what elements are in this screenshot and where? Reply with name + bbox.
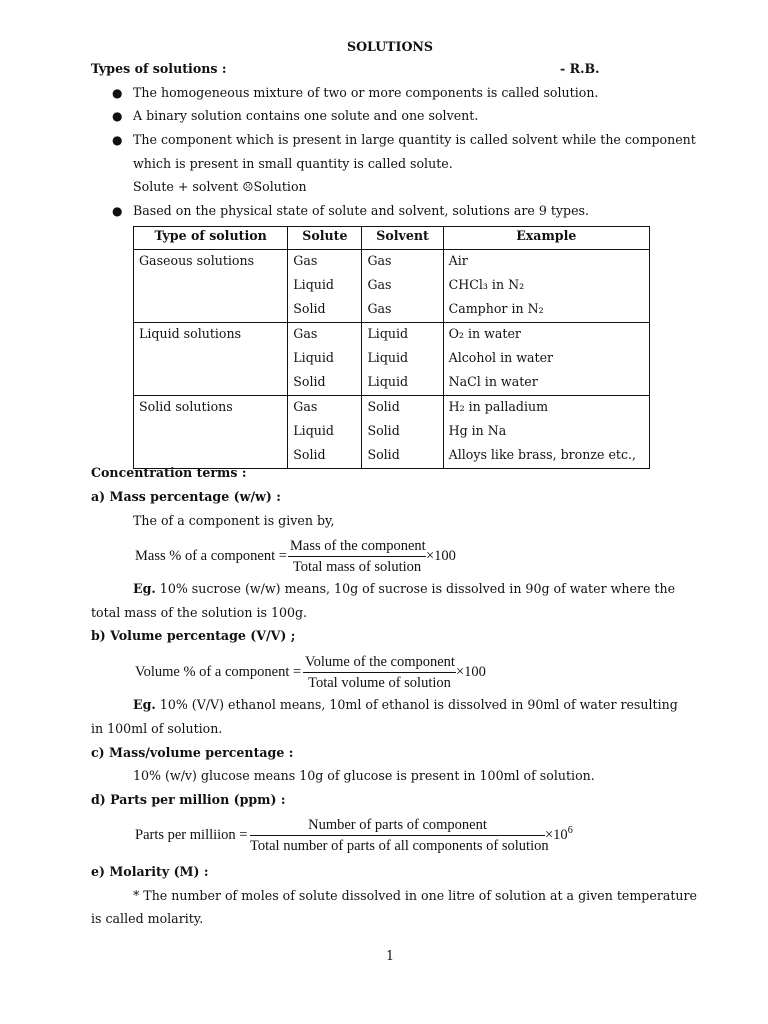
table-cell: H₂ in palladium Hg in Na Alloys like brass, bronze etc., — [443, 396, 649, 469]
bullet-icon: ● — [112, 204, 123, 218]
bullet-text: The component which is present in large quantity is called solvent while the component — [133, 132, 696, 147]
subsection-heading: d) Parts per million (ppm) : — [91, 792, 286, 807]
bullet-text-continued: which is present in small quantity is called solute. — [133, 156, 453, 171]
example-label: Eg. — [133, 581, 156, 596]
table-cell: Solid Solid Solid — [362, 396, 443, 469]
table-cell: Gas Liquid Solid — [288, 396, 362, 469]
paragraph-continued: is called molarity. — [91, 911, 204, 926]
example-line-continued: in 100ml of solution. — [91, 721, 223, 736]
formula-fraction — [288, 537, 426, 576]
fraction-denominator: Total number of parts of all components of solution — [250, 838, 549, 854]
fraction-denominator: Total volume of solution — [308, 675, 451, 691]
table-cell: Solid solutions — [134, 396, 288, 469]
fraction-numerator: Volume of the component — [303, 653, 456, 673]
section-heading: Concentration terms : — [91, 465, 247, 480]
table-cell: O₂ in water Alcohol in water NaCl in water — [443, 323, 649, 396]
table-cell: Liquid Liquid Liquid — [362, 323, 443, 396]
table-cell: Gaseous solutions — [134, 250, 288, 323]
fraction-denominator: Total mass of solution — [292, 559, 422, 575]
bullet-icon: ● — [112, 86, 123, 100]
bullet-text: Based on the physical state of solute and solvent, solutions are 9 types. — [133, 203, 590, 218]
column-header: Example — [443, 227, 649, 250]
exponent: 6 — [567, 825, 573, 837]
column-header: Type of solution — [134, 227, 288, 250]
bullet-text: A binary solution contains one solute and one solvent. — [133, 108, 479, 123]
subsection-heading: c) Mass/volume percentage : — [91, 745, 294, 760]
paragraph: * The number of moles of solute dissolved in one litre of solution at a given temperature — [133, 888, 697, 903]
column-header: Solvent — [362, 227, 443, 250]
fraction-numerator: Mass of the component — [288, 537, 426, 557]
table-row — [134, 323, 650, 396]
page-number: 1 — [386, 948, 395, 963]
formula-multiplier: ×100 — [456, 664, 486, 680]
solution-types-table — [133, 226, 650, 469]
paragraph: 10% (w/v) glucose means 10g of glucose is present in 100ml of solution. — [133, 768, 595, 783]
formula-lhs: Parts per milliion = — [135, 827, 248, 843]
example-text: 10% sucrose (w/w) means, 10g of sucrose is dissolved in 90g of water where the — [155, 581, 676, 596]
subsection-heading: a) Mass percentage (w/w) : — [91, 489, 281, 504]
column-header: Solute — [288, 227, 362, 250]
solution-equation: Solute + solvent ☹Solution — [133, 179, 307, 194]
formula-lhs: Volume % of a component = — [135, 664, 302, 680]
table-row — [134, 396, 650, 469]
table-cell: Gas Liquid Solid — [288, 250, 362, 323]
example-line-continued: total mass of the solution is 100g. — [91, 605, 308, 620]
subsection-heading: b) Volume percentage (V/V) ; — [91, 628, 296, 643]
types-heading: Types of solutions : — [91, 61, 227, 76]
paragraph: The of a component is given by, — [133, 513, 335, 528]
example-text: 10% (V/V) ethanol means, 10ml of ethanol is dissolved in 90ml of water resulting — [155, 697, 678, 712]
table-cell: Air CHCl₃ in N₂ Camphor in N₂ — [443, 250, 649, 323]
example-line — [133, 697, 678, 713]
table-row — [134, 250, 650, 323]
subsection-heading: e) Molarity (M) : — [91, 864, 209, 879]
fraction-numerator: Number of parts of component — [250, 816, 545, 836]
formula-fraction — [303, 653, 456, 692]
bullet-icon: ● — [112, 109, 123, 123]
bullet-text: The homogeneous mixture of two or more components is called solution. — [133, 85, 599, 100]
formula-multiplier: ×100 — [426, 548, 456, 564]
example-label: Eg. — [133, 697, 156, 712]
formula-lhs: Mass % of a component = — [135, 548, 287, 564]
table-header-row — [134, 227, 650, 250]
page-title: SOLUTIONS — [346, 39, 434, 54]
table-cell: Gas Liquid Solid — [288, 323, 362, 396]
table-cell: Liquid solutions — [134, 323, 288, 396]
table-cell: Gas Gas Gas — [362, 250, 443, 323]
example-line — [133, 581, 675, 597]
formula-multiplier: $\times 10^6$ — [545, 825, 573, 843]
formula-fraction — [250, 816, 549, 855]
bullet-icon: ● — [112, 133, 123, 147]
author-initials: - R.B. — [560, 61, 600, 76]
